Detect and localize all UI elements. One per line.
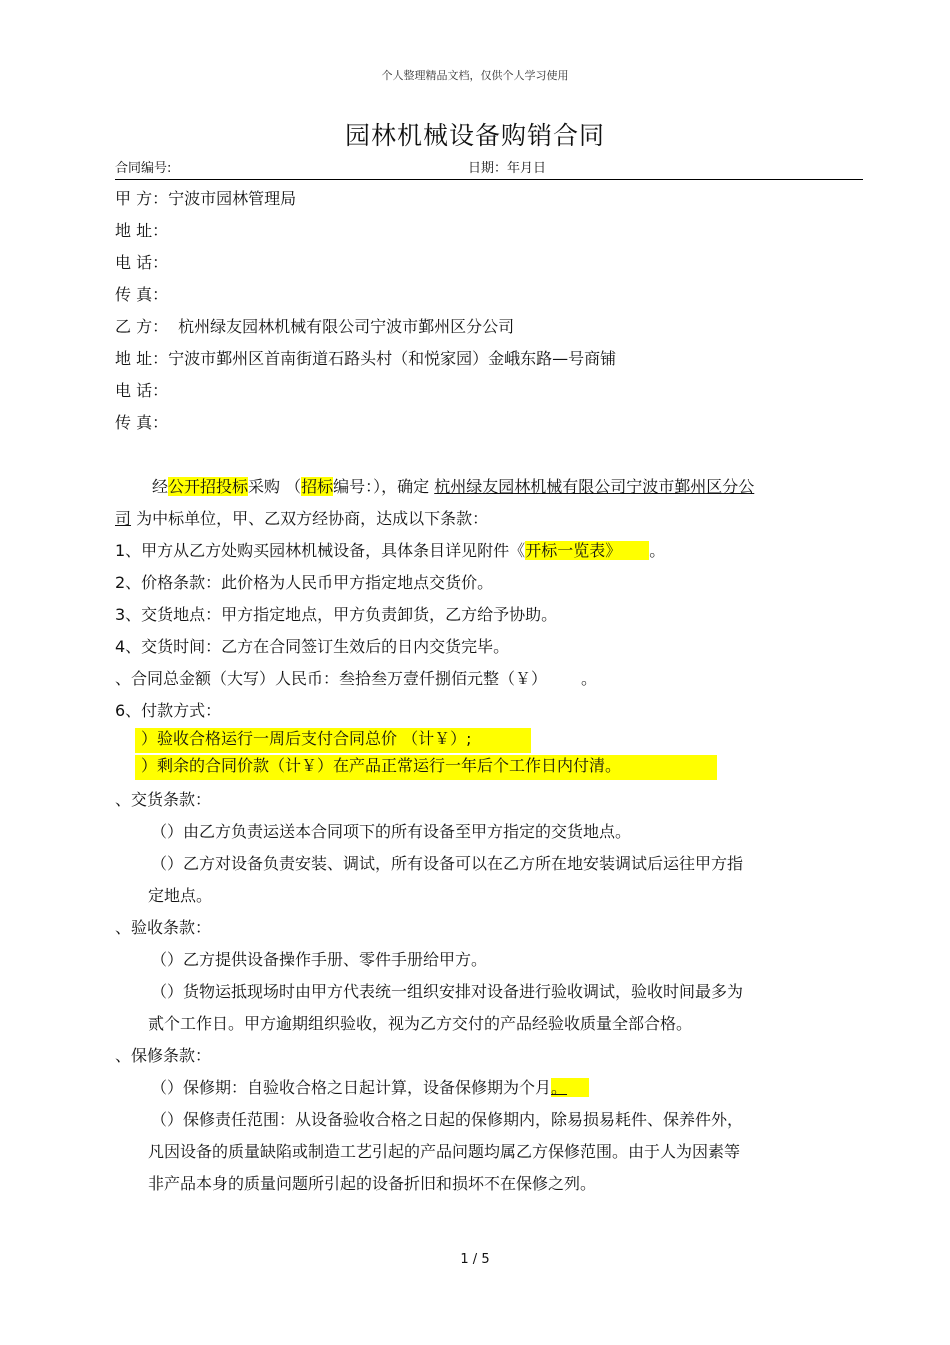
winning-bidder-name: 杭州绿友园林机械有限公司宁波市鄞州区分公 [434, 477, 755, 496]
intro-line-1 [152, 477, 754, 497]
party-a-phone-label: 电 话： [115, 253, 169, 272]
clause-text: 、合同总金额（大写）人民币：叁拾叁万壹仟捌佰元整（￥） [115, 669, 548, 688]
clause-text: （）保修期：自验收合格之日起计算，设备保修期为个月 [151, 1078, 552, 1097]
clause-text: 1、甲方从乙方处购买园林机械设备，具体条目详见附件《 [115, 541, 526, 560]
clause-text: 。 [649, 541, 666, 560]
warranty-term-1 [151, 1078, 589, 1098]
intro-text: 经 [152, 477, 169, 496]
party-a-address-label: 地 址： [115, 221, 169, 240]
clause-5 [115, 669, 597, 689]
highlight-public-bidding: 公开招投标 [168, 477, 249, 496]
highlight-bid-list: 开标一览表》 [525, 541, 649, 560]
party-b-phone-label: 电 话： [115, 381, 169, 400]
party-a-fax-label: 传 真： [115, 285, 169, 304]
contract-number-label: 合同编号: [115, 161, 172, 176]
clause-4: 4、交货时间：乙方在合同签订生效后的日内交货完毕。 [115, 637, 510, 656]
delivery-term-2: （）乙方对设备负责安装、调试，所有设备可以在乙方所在地安装调试后运往甲方指 [151, 854, 744, 873]
party-a-name: 宁波市园林管理局 [168, 189, 297, 208]
party-a-name-row [115, 189, 296, 209]
highlight-warranty-period: 。 [551, 1078, 589, 1097]
party-b-name: 杭州绿友园林机械有限公司宁波市鄞州区分公司 [178, 317, 515, 336]
payment-term-2: ）剩余的合同价款（计￥）在产品正常运行一年后个工作日内付清。 [135, 755, 717, 780]
party-b-fax-label: 传 真： [115, 413, 169, 432]
warranty-term-2-cont-1: 凡因设备的质量缺陷或制造工艺引起的产品问题均属乙方保修范围。由于人为因素等 [148, 1142, 741, 1161]
intro-line-2 [115, 509, 488, 529]
clause-6: 6、付款方式： [115, 701, 222, 720]
clause-3: 3、交货地点：甲方指定地点，甲方负责卸货，乙方给予协助。 [115, 605, 558, 624]
party-b-name-row [115, 317, 514, 337]
party-b-address: 宁波市鄞州区首南街道石路头村（和悦家园）金峨东路—号商铺 [168, 349, 617, 368]
delivery-term-1: （）由乙方负责运送本合同项下的所有设备至甲方指定的交货地点。 [151, 822, 632, 841]
clause-9: 、保修条款： [115, 1046, 212, 1065]
clause-8: 、验收条款： [115, 918, 212, 937]
header-rule [115, 179, 863, 180]
header-note: 个人整理精品文档，仅供个人学习使用 [381, 69, 569, 82]
payment-term-1: ）验收合格运行一周后支付合同总价 （计￥）; [135, 728, 531, 753]
acceptance-term-1: （）乙方提供设备操作手册、零件手册给甲方。 [151, 950, 488, 969]
clause-7: 、交货条款： [115, 790, 212, 809]
date-label: 日期：年月日 [468, 161, 547, 176]
intro-text: 为中标单位，甲、乙双方经协商，达成以下条款： [136, 509, 489, 528]
clause-text: 。 [581, 669, 598, 688]
acceptance-term-2-cont: 贰个工作日。甲方逾期组织验收，视为乙方交付的产品经验收质量全部合格。 [148, 1014, 693, 1033]
party-b-name-label: 乙 方： [115, 317, 169, 336]
clause-1 [115, 541, 665, 561]
delivery-term-2-cont: 定地点。 [148, 886, 213, 905]
party-b-address-row [115, 349, 616, 369]
acceptance-term-2: （）货物运抵现场时由甲方代表统一组织安排对设备进行验收调试，验收时间最多为 [151, 982, 744, 1001]
intro-text: 编号：），确定 [333, 477, 430, 496]
clause-2: 2、价格条款：此价格为人民币甲方指定地点交货价。 [115, 573, 494, 592]
intro-text: 采购 （ [248, 477, 302, 496]
warranty-term-2: （）保修责任范围：从设备验收合格之日起的保修期内，除易损易耗件、保养件外， [151, 1110, 744, 1129]
page-number: 1 / 5 [460, 1252, 490, 1267]
highlight-bidding: 招标 [301, 477, 334, 496]
winning-bidder-name-end: 司 [115, 509, 132, 528]
warranty-term-2-cont-2: 非产品本身的质量问题所引起的设备折旧和损坏不在保修之列。 [148, 1174, 597, 1193]
party-b-address-label: 地 址： [115, 349, 169, 368]
document-title: 园林机械设备购销合同 [344, 121, 605, 150]
party-a-name-label: 甲 方： [115, 189, 169, 208]
